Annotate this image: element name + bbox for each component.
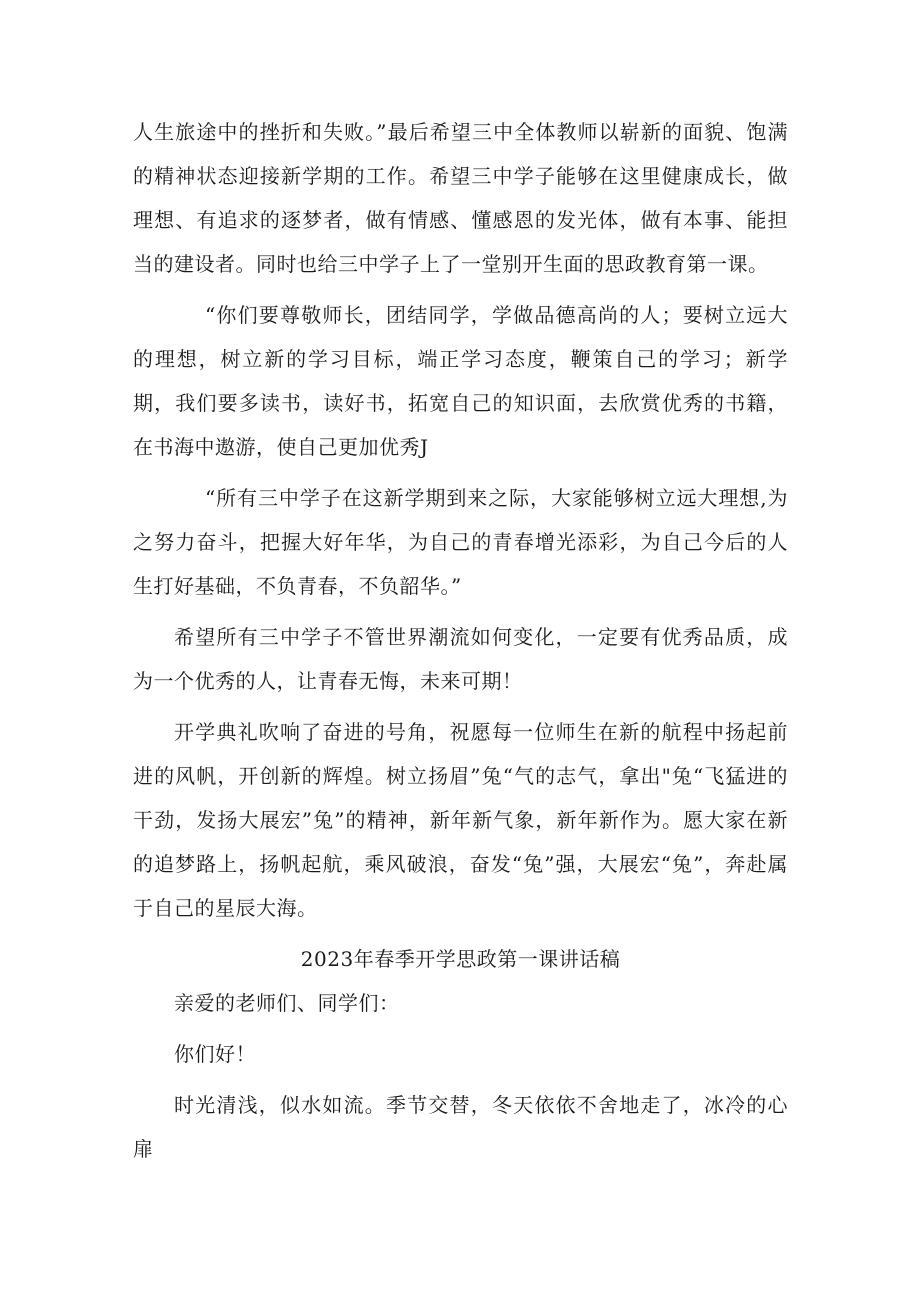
paragraph-quote-2: “所有三中学子在这新学期到来之际，大家能够树立远大理想,为之努力奋斗，把握大好年华，为自己的青春增光添彩，为自己今后的人生打好基础，不负青春，不负韶华。” [133,486,788,598]
paragraph-hope: 希望所有三中学子不管世界潮流如何变化，一定要有优秀品质，成为一个优秀的人，让青春无悔，未来可期！ [133,625,788,693]
speech-title: 2023年春季开学思政第一课讲话稿 [300,947,621,971]
paragraph-continuation: 人生旅途中的挫折和失败。”最后希望三中全体教师以崭新的面貌、饱满的精神状态迎接新学期的工作。希望三中学子能够在这里健康成长，做理想、有追求的逐梦者，做有情感、懂感恩的发光体，做有本事、能担当的建设者。同时也给三中学子上了一堂别开生面的思政教育第一课。 [133,120,788,276]
hello-line: 你们好！ [174,1042,256,1066]
paragraph-quote-1: “你们要尊敬师长，团结同学，学做品德高尚的人；要树立远大的理想，树立新的学习目标，端正学习态度，鞭策自己的学习；新学期，我们要多读书，读好书，拓宽自己的知识面，去欣赏优秀的书籍，在书海中遨游，使自己更加优秀J [133,303,788,459]
document-body [133,110,788,1178]
paragraph-opening: 时光清浅，似水如流。季节交替，冬天依依不舍地走了，冰冷的心扉 [133,1093,788,1161]
greeting-line: 亲爱的老师们、同学们： [174,991,400,1015]
paragraph-ceremony: 开学典礼吹响了奋进的号角，祝愿每一位师生在新的航程中扬起前进的风帆，开创新的辉煌。树立扬眉”兔“气的志气，拿出"兔“飞猛进的干劲，发扬大展宏”兔”的精神，新年新气象，新年新作为。愿大家在新的追梦路上，扬帆起航，乘风破浪，奋发“兔”强，大展宏“兔”，奔赴属于自己的星辰大海。 [133,720,788,920]
